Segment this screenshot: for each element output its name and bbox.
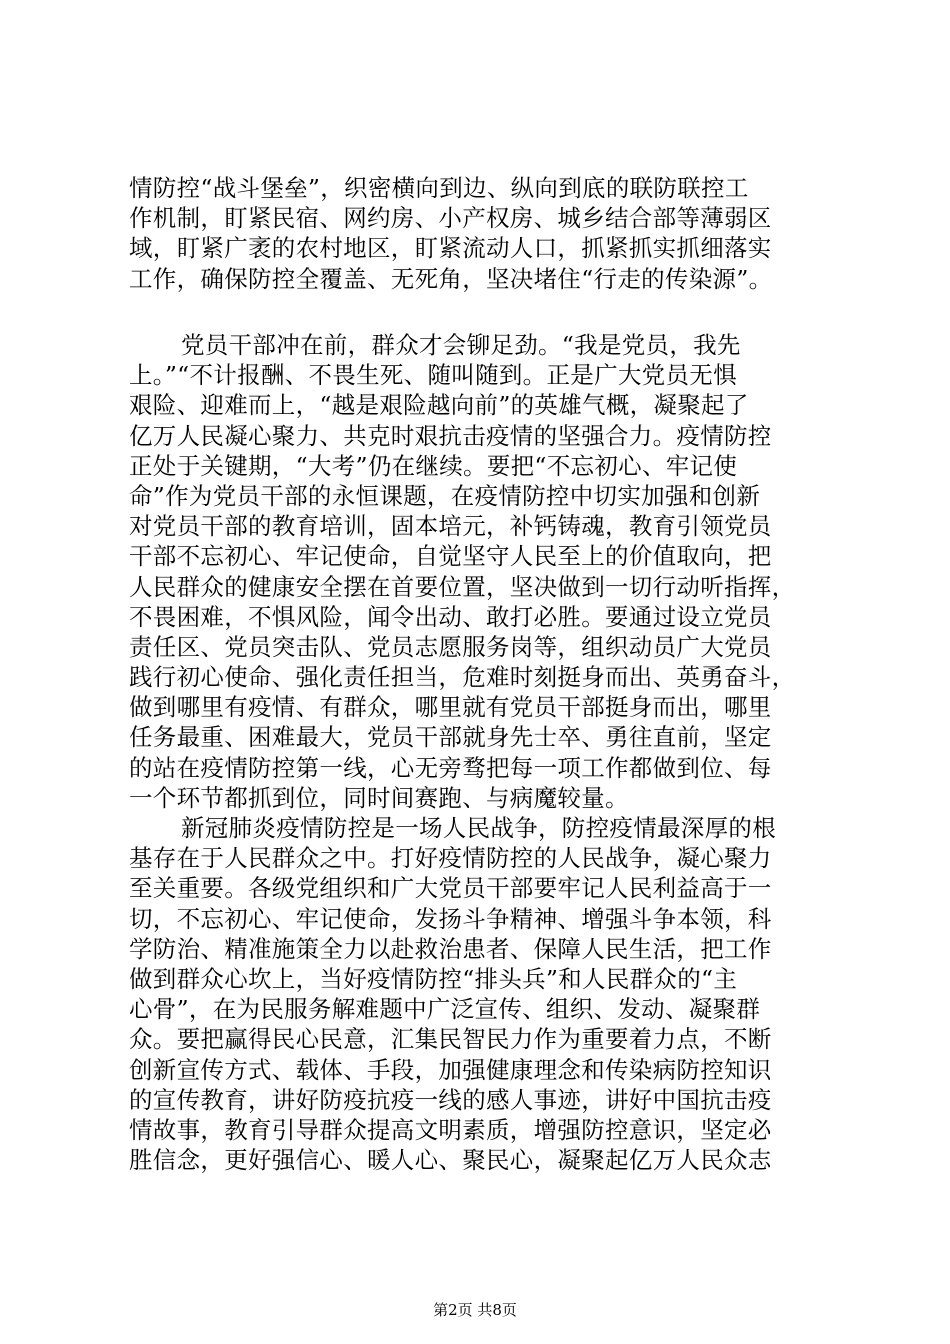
text-line: 胜信念，更好强信心、暖人心、聚民心，凝聚起亿万人民众志 xyxy=(129,1146,772,1175)
text-line: 的宣传教育，讲好防疫抗疫一线的感人事迹，讲好中国抗击疫 xyxy=(129,1085,772,1114)
text-line: 责任区、党员突击队、党员志愿服务岗等，组织动员广大党员 xyxy=(129,632,772,661)
text-line: 基存在于人民群众之中。打好疫情防控的人民战争，凝心聚力 xyxy=(129,844,772,873)
text-line: 正处于关键期，“大考”仍在继续。要把“不忘初心、牢记使 xyxy=(129,451,738,480)
text-line: 域，盯紧广袤的农村地区，盯紧流动人口，抓紧抓实抓细落实 xyxy=(129,234,772,263)
text-line: 艰险、迎难而上，“越是艰险越向前”的英雄气概，凝聚起了 xyxy=(129,391,749,420)
paragraph-continued xyxy=(129,173,841,294)
text-line: 工作，确保防控全覆盖、无死角，坚决堵住“行走的传染源”。 xyxy=(129,264,773,293)
text-line: 命”作为党员干部的永恒课题，在疫情防控中切实加强和创新 xyxy=(129,481,761,510)
text-line: 人民群众的健康安全摆在首要位置，坚决做到一切行动听指挥， xyxy=(129,572,796,601)
page-footer xyxy=(0,1300,950,1320)
text-line: 上。”“不计报酬、不畏生死、随叫随到。正是广大党员无惧 xyxy=(129,361,737,390)
text-line: 学防治、精准施策全力以赴救治患者、保障人民生活，把工作 xyxy=(129,934,772,963)
text-line: 众。要把赢得民心民意，汇集民智民力作为重要着力点，不断 xyxy=(129,1025,772,1054)
text-line: 的站在疫情防控第一线，心无旁骛把每一项工作都做到位、每 xyxy=(129,753,772,782)
text-line: 情防控“战斗堡垒”，织密横向到边、纵向到底的联防联控工 xyxy=(129,174,749,202)
text-line: 情故事，教育引导群众提高文明素质，增强防控意识，坚定必 xyxy=(129,1115,772,1144)
text-line: 对党员干部的教育培训，固本培元，补钙铸魂，教育引领党员 xyxy=(129,512,772,541)
text-line: 作机制，盯紧民宿、网约房、小产权房、城乡结合部等薄弱区 xyxy=(129,204,772,233)
text-line: 新冠肺炎疫情防控是一场人民战争，防控疫情最深厚的根 xyxy=(181,814,776,842)
text-line: 创新宣传方式、载体、手段，加强健康理念和传染病防控知识 xyxy=(129,1055,772,1084)
text-line: 做到群众心坎上，当好疫情防控“排头兵”和人民群众的“主 xyxy=(129,964,738,993)
text-line: 亿万人民凝心聚力、共克时艰抗击疫情的坚强合力。疫情防控 xyxy=(129,421,772,450)
text-line: 一个环节都抓到位，同时间赛跑、与病魔较量。 xyxy=(129,783,629,812)
paragraph-party-members xyxy=(129,330,841,813)
text-line: 干部不忘初心、牢记使命，自觉坚守人民至上的价值取向，把 xyxy=(129,542,772,571)
main-body xyxy=(129,330,841,1175)
text-line: 心骨”，在为民服务解难题中广泛宣传、组织、发动、凝聚群 xyxy=(129,995,761,1024)
page-number: 第2页 共8页 xyxy=(433,1301,517,1319)
text-line: 至关重要。各级党组织和广大党员干部要牢记人民利益高于一 xyxy=(129,874,772,903)
paragraph-peoples-war xyxy=(129,813,841,1175)
text-line: 践行初心使命、强化责任担当，危难时刻挺身而出、英勇奋斗， xyxy=(129,663,796,692)
text-line: 任务最重、困难最大，党员干部就身先士卒、勇往直前，坚定 xyxy=(129,723,772,752)
text-line: 不畏困难，不惧风险，闻令出动、敢打必胜。要通过设立党员 xyxy=(129,602,772,631)
text-line: 党员干部冲在前，群众才会铆足劲。“我是党员，我先 xyxy=(181,331,741,359)
text-line: 做到哪里有疫情、有群众，哪里就有党员干部挺身而出，哪里 xyxy=(129,693,772,722)
text-line: 切，不忘初心、牢记使命，发扬斗争精神、增强斗争本领，科 xyxy=(129,904,772,933)
